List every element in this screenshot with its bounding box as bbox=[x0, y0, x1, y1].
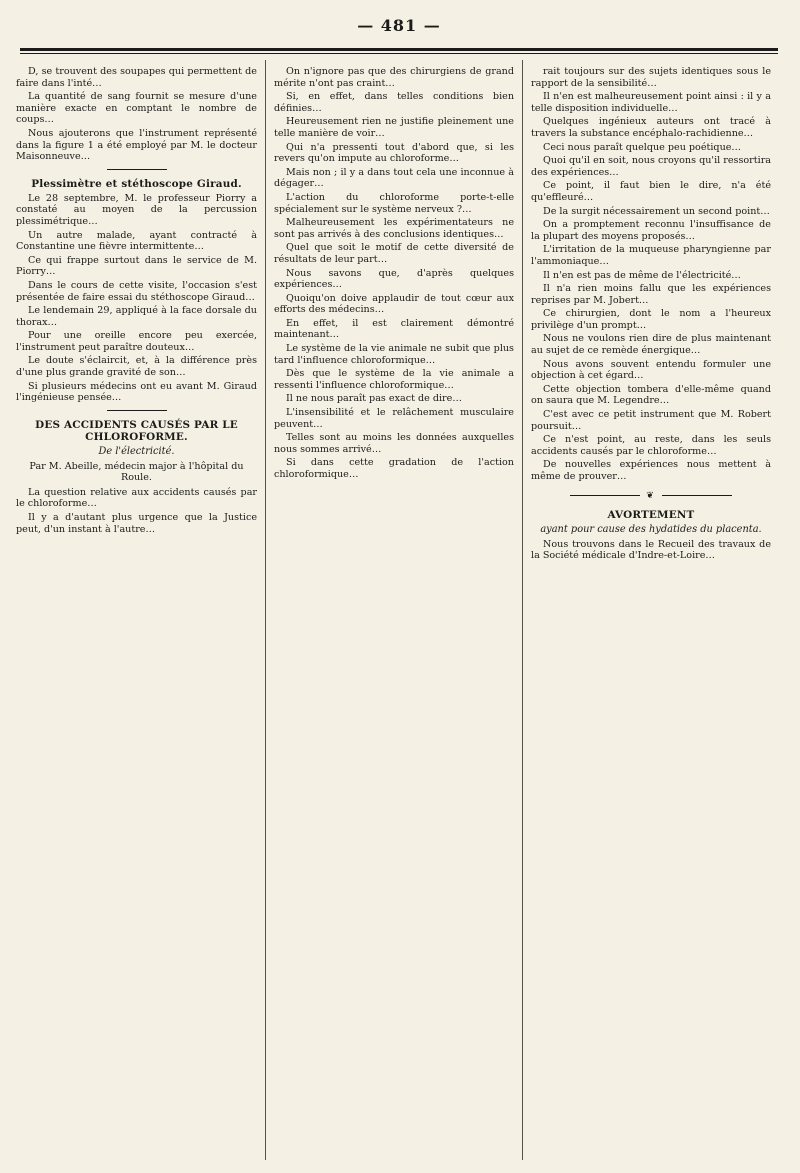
paragraph: Dès que le système de la vie animale a ressenti l'influence chloroformique… bbox=[274, 368, 514, 391]
paragraph: Nous savons que, d'après quelques expériences… bbox=[274, 267, 514, 291]
paragraph: C'est avec ce petit instrument que M. Robert poursuit… bbox=[531, 409, 771, 432]
column-3 bbox=[522, 60, 779, 1160]
paragraph: Nous ajouterons que l'instrument représenté dans la figure 1 a été employé par M. le docteur Maisonneuve… bbox=[16, 127, 257, 163]
paragraph: De nouvelles expériences nous mettent à même de prouver… bbox=[531, 459, 771, 482]
paragraph: Si, en effet, dans telles conditions bien définies… bbox=[274, 91, 514, 114]
paragraph: En effet, il est clairement démontré maintenant… bbox=[274, 317, 514, 341]
paragraph: La quantité de sang fournit se mesure d'une manière exacte en comptant le nombre de coups… bbox=[16, 91, 257, 126]
paragraph: La question relative aux accidents causés par le chloroforme… bbox=[16, 486, 257, 510]
paragraph: Ceci nous paraît quelque peu poétique… bbox=[543, 141, 742, 153]
paragraph: Nous ne voulons rien dire de plus maintenant au sujet de ce remède énergique… bbox=[531, 333, 771, 357]
page-header bbox=[8, 0, 790, 60]
columns bbox=[8, 60, 790, 1160]
paragraph: L'action du chloroforme porte-t-elle spécialement sur le système nerveux ?… bbox=[274, 191, 514, 215]
paragraph: Ce chirurgien, dont le nom a l'heureux privilège d'un prompt… bbox=[531, 308, 771, 331]
paragraph: Si plusieurs médecins ont eu avant M. Giraud l'ingénieuse pensée… bbox=[16, 380, 257, 404]
column-1 bbox=[8, 60, 265, 1160]
paragraph: Le système de la vie animale ne subit que plus tard l'influence chloroformique… bbox=[274, 343, 514, 366]
paragraph: Il y a d'autant plus urgence que la Justice peut, d'un instant à l'autre… bbox=[16, 512, 257, 535]
section-title-plessimetre: Plessimètre et stéthoscope Giraud. bbox=[31, 177, 242, 190]
paragraph: Quoi qu'il en soit, nous croyons qu'il ressortira des expériences… bbox=[531, 155, 771, 178]
paragraph: Le 28 septembre, M. le professeur Piorry a constaté au moyen de la percussion plessimétrique… bbox=[16, 192, 257, 227]
paragraph: Mais non ; il y a dans tout cela une inconnue à dégager… bbox=[274, 166, 514, 190]
paragraph: Nous avons souvent entendu formuler une objection à cet égard… bbox=[531, 358, 771, 382]
paragraph: De la surgit nécessairement un second point… bbox=[543, 205, 770, 217]
section-subtitle: De l'électricité. bbox=[98, 445, 175, 457]
paragraph: Il ne nous paraît pas exact de dire… bbox=[286, 393, 462, 405]
header-rule-thin bbox=[20, 53, 778, 54]
column-2 bbox=[265, 60, 522, 1160]
paragraph: Dans le cours de cette visite, l'occasion s'est présentée de faire essai du stéthoscope Giraud… bbox=[16, 279, 257, 303]
paragraph: Il n'en est malheureusement point ainsi : il y a telle disposition individuelle… bbox=[531, 91, 771, 114]
paragraph: Il n'a rien moins fallu que les expériences reprises par M. Jobert… bbox=[531, 283, 771, 306]
byline: Par M. Abeille, médecin major à l'hôpital du Roule. bbox=[29, 460, 244, 483]
paragraph: Heureusement rien ne justifie pleinement une telle manière de voir… bbox=[274, 116, 514, 139]
ornament-divider: ❦ bbox=[531, 491, 771, 501]
paragraph: On n'ignore pas que des chirurgiens de grand mérite n'ont pas craint… bbox=[274, 66, 514, 89]
paragraph: Quoiqu'on doive applaudir de tout cœur aux efforts des médecins… bbox=[274, 292, 514, 316]
paragraph: Cette objection tombera d'elle-même quand on saura que M. Legendre… bbox=[531, 383, 771, 407]
paragraph: D, se trouvent des soupapes qui permettent de faire dans l'inté… bbox=[16, 66, 257, 89]
page-number: — 481 — bbox=[357, 16, 441, 35]
paragraph: Il n'en est pas de même de l'électricité… bbox=[543, 269, 741, 281]
paragraph: Quel que soit le motif de cette diversité de résultats de leur part… bbox=[274, 242, 514, 265]
section-title-chloroforme: DES ACCIDENTS CAUSÉS PAR LE CHLOROFORME. bbox=[35, 418, 238, 443]
paragraph: Si dans cette gradation de l'action chloroformique… bbox=[274, 457, 514, 480]
section-divider bbox=[107, 169, 167, 170]
paragraph: Quelques ingénieux auteurs ont tracé à travers la substance encéphalo-rachidienne… bbox=[531, 116, 771, 139]
paragraph: On a promptement reconnu l'insuffisance de la plupart des moyens proposés… bbox=[531, 219, 771, 242]
section-divider bbox=[107, 410, 167, 411]
paragraph: Ce qui frappe surtout dans le service de M. Piorry… bbox=[16, 254, 257, 278]
paragraph: rait toujours sur des sujets identiques sous le rapport de la sensibilité… bbox=[531, 66, 771, 89]
paragraph: Ce n'est point, au reste, dans les seuls accidents causés par le chloroforme… bbox=[531, 434, 771, 457]
paragraph: Qui n'a pressenti tout d'abord que, si les revers qu'on impute au chloroforme… bbox=[274, 141, 514, 165]
paragraph: Ce point, il faut bien le dire, n'a été qu'effleuré… bbox=[531, 180, 771, 203]
header-rule-thick bbox=[20, 48, 778, 51]
paragraph: Un autre malade, ayant contracté à Constantine une fièvre intermittente… bbox=[16, 229, 257, 253]
paragraph: Le doute s'éclaircit, et, à la différence près d'une plus grande gravité de son… bbox=[16, 355, 257, 379]
paragraph: Nous trouvons dans le Recueil des travaux de la Société médicale d'Indre-et-Loire… bbox=[531, 538, 771, 562]
paragraph: Malheureusement les expérimentateurs ne sont pas arrivés à des conclusions identiques… bbox=[274, 217, 514, 240]
paragraph: Telles sont au moins les données auxquelles nous sommes arrivé… bbox=[274, 432, 514, 455]
paragraph: L'insensibilité et le relâchement musculaire peuvent… bbox=[274, 407, 514, 430]
section-subtitle: ayant pour cause des hydatides du placenta. bbox=[540, 523, 762, 535]
paragraph: Le lendemain 29, appliqué à la face dorsale du thorax… bbox=[16, 305, 257, 328]
paragraph: L'irritation de la muqueuse pharyngienne par l'ammoniaque… bbox=[531, 244, 771, 267]
paragraph: Pour une oreille encore peu exercée, l'instrument peut paraître douteux… bbox=[16, 330, 257, 353]
section-title-avortement: AVORTEMENT bbox=[607, 508, 695, 521]
